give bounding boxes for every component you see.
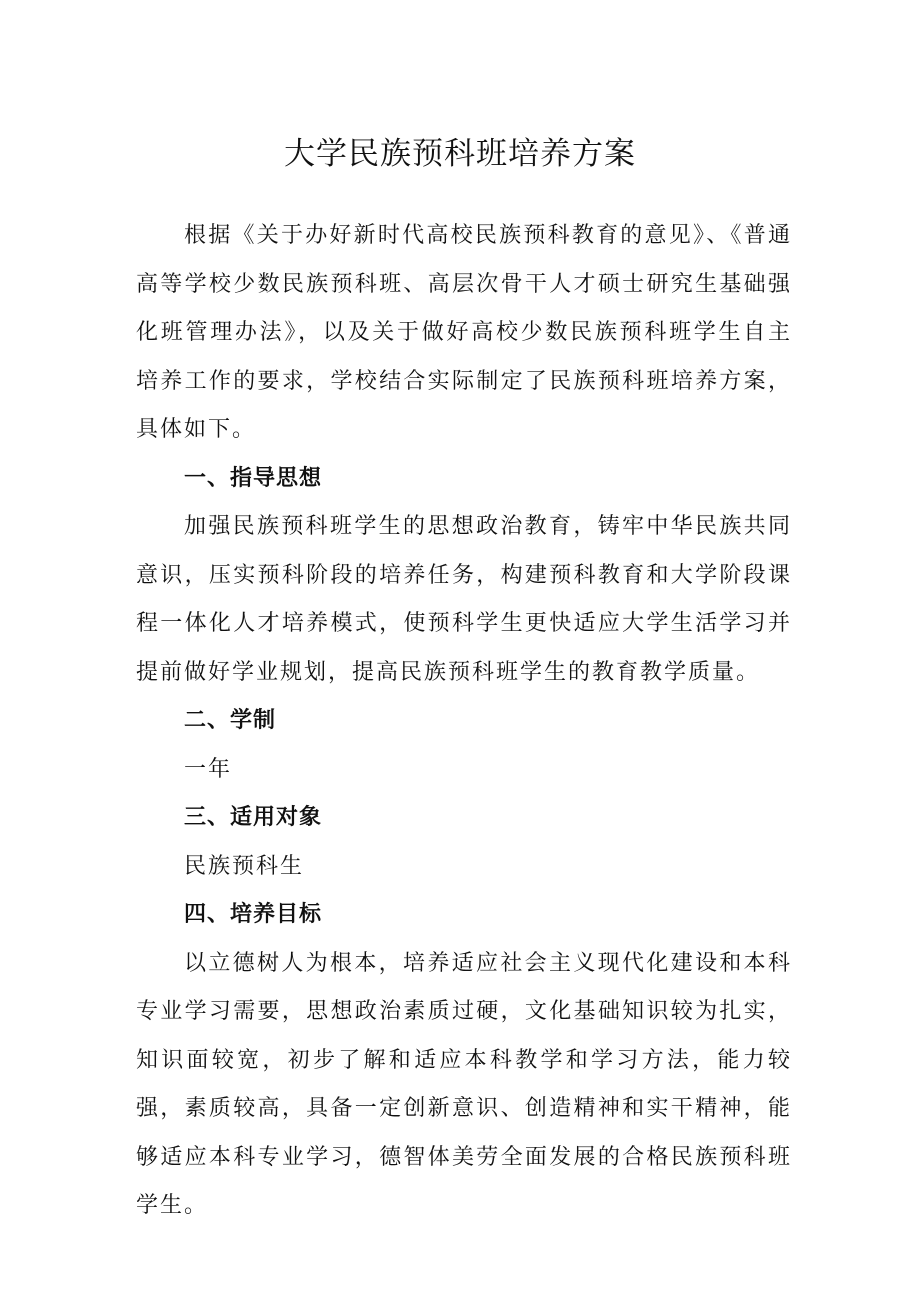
section-heading: 三、适用对象 — [184, 805, 323, 830]
section-target-students — [136, 794, 792, 891]
section-heading: 四、培养目标 — [184, 902, 323, 927]
section-body: 一年 — [184, 756, 233, 782]
section-body: 加强民族预科班学生的思想政治教育，铸牢中华民族共同意识，压实预科阶段的培养任务，构建预科教育和大学阶段课程一体化人才培养模式，使预科学生更快适应大学生活学习并提前做好学业规划，提高民族预科班学生的教育教学质量。 — [136, 514, 792, 685]
section-guiding-ideology — [136, 455, 792, 698]
document-body — [136, 212, 792, 1231]
section-heading: 一、指导思想 — [184, 465, 323, 491]
section-heading: 二、学制 — [184, 708, 277, 733]
section-duration — [136, 697, 792, 794]
document-title: 大学民族预科班培养方案 — [284, 136, 636, 172]
section-body: 民族预科生 — [184, 853, 305, 879]
intro-paragraph: 根据《关于办好新时代高校民族预科教育的意见》、《普通高等学校少数民族预科班、高层次骨干人才硕士研究生基础强化班管理办法》，以及关于做好高校少数民族预科班学生自主培养工作的要求，学校结合实际制定了民族预科班培养方案，具体如下。 — [136, 223, 792, 442]
section-training-goals — [136, 891, 792, 1231]
section-body: 以立德树人为根本，培养适应社会主义现代化建设和本科专业学习需要，思想政治素质过硬，文化基础知识较为扎实，知识面较宽，初步了解和适应本科教学和学习方法，能力较强，素质较高，具备一定创新意识、创造精神和实干精神，能够适应本科专业学习，德智体美劳全面发展的合格民族预科班学生。 — [136, 950, 792, 1218]
